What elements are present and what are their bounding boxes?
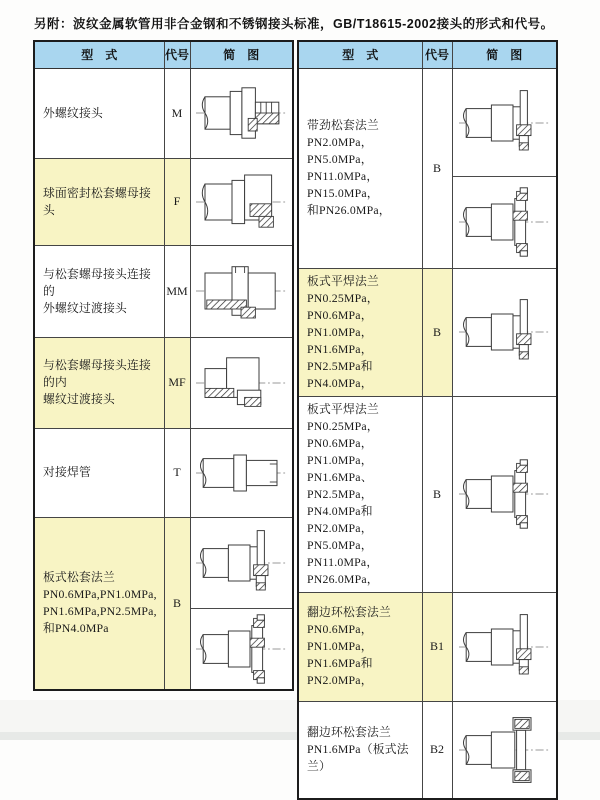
plate-flange-up-diagram <box>455 87 553 159</box>
plate-flange-hub-diagram <box>455 458 553 530</box>
type-cell <box>34 337 164 428</box>
header-type: 型 式 <box>34 41 164 68</box>
diagram-subcell <box>191 518 293 608</box>
right-table <box>297 40 558 800</box>
code-cell: B <box>422 396 452 592</box>
header-diagram: 简 图 <box>452 41 557 68</box>
code-cell: B2 <box>422 701 452 799</box>
plate-flange-hub-diagram <box>455 186 553 258</box>
diagram-cell <box>190 517 293 690</box>
table-row <box>34 245 293 337</box>
table-row <box>34 517 293 690</box>
type-line: 对接焊管 <box>43 465 91 479</box>
diagram-cell <box>190 428 293 517</box>
type-line: PN1.6MPa和PN2.0MPa， <box>307 656 373 687</box>
type-line: 与松套螺母接头连接的内 <box>43 358 151 389</box>
type-line: PN11.0MPa，PN15.0MPa， <box>307 169 379 200</box>
type-cell <box>34 68 164 158</box>
table-row <box>34 337 293 428</box>
code-cell: MM <box>164 245 190 337</box>
type-line: PN2.5MPa和PN4.0MPa， <box>307 358 373 390</box>
plate-flange-up-diagram <box>455 296 553 368</box>
type-cell <box>34 428 164 517</box>
diagram-wrap <box>453 593 557 700</box>
type-line: 外螺纹过渡接头 <box>43 300 127 315</box>
diagram-wrap <box>191 338 293 427</box>
code-cell: MF <box>164 337 190 428</box>
code-cell: T <box>164 428 190 517</box>
type-line: PN2.0MPa，PN5.0MPa， <box>307 520 373 552</box>
type-line: 板式松套法兰 <box>43 570 115 585</box>
collar-flange-diagram <box>455 714 553 786</box>
type-line: PN0.6MPa，PN1.0MPa， <box>307 622 373 653</box>
type-cell <box>298 396 422 592</box>
diagram-wrap <box>191 246 293 336</box>
diagram-subcell <box>453 176 557 267</box>
type-cell <box>34 245 164 337</box>
type-line: PN0.25MPa，PN0.6MPa， <box>307 418 379 450</box>
diagram-wrap <box>191 429 293 516</box>
code-cell: F <box>164 158 190 245</box>
type-line: PN0.25MPa，PN0.6MPa， <box>307 290 379 322</box>
type-line: 翻边环松套法兰 <box>307 605 391 619</box>
type-line: 外螺纹接头 <box>43 105 103 120</box>
table-row <box>298 268 557 396</box>
diagram-wrap <box>191 159 293 244</box>
type-cell <box>34 517 164 690</box>
type-line: 和PN26.0MPa， <box>307 203 391 217</box>
diagram-cell <box>190 158 293 245</box>
table-row <box>298 68 557 268</box>
table-row <box>298 592 557 701</box>
male-female-adapter-diagram <box>192 347 290 419</box>
type-line: 球面密封松套螺母接头 <box>43 185 151 217</box>
header-diagram: 简 图 <box>190 41 293 68</box>
table-row <box>34 158 293 245</box>
type-line: PN1.6MPa,PN2.5MPa, <box>43 604 157 619</box>
diagram-subcell <box>453 69 557 176</box>
type-line: 板式平焊法兰 <box>307 273 379 288</box>
type-cell <box>298 268 422 396</box>
type-line: PN2.0MPa，PN5.0MPa， <box>307 135 373 166</box>
header-row <box>298 41 557 68</box>
type-line: 板式平焊法兰 <box>307 401 379 416</box>
table-row <box>298 396 557 592</box>
plate-flange-hub-diagram <box>192 613 290 685</box>
type-line: 螺纹过渡接头 <box>43 392 115 406</box>
diagram-cell <box>190 68 293 158</box>
code-cell: M <box>164 68 190 158</box>
diagram-wrap <box>453 281 557 383</box>
type-line: PN1.0MPa，PN1.6MPa， <box>307 324 373 356</box>
diagram-cell <box>190 245 293 337</box>
header-row <box>34 41 293 68</box>
code-cell: B <box>422 68 452 268</box>
left-table <box>33 40 294 691</box>
table-row <box>34 68 293 158</box>
type-cell <box>298 701 422 799</box>
header-code: 代号 <box>422 41 452 68</box>
diagram-cell <box>452 592 557 701</box>
type-line: 翻边环松套法兰 <box>307 725 391 740</box>
type-cell <box>298 592 422 701</box>
type-line: PN1.0MPa，PN1.6MPa、 <box>307 452 373 484</box>
diagram-wrap <box>453 440 557 549</box>
male-thread-fitting-diagram <box>192 77 290 149</box>
plate-flange-up-diagram <box>192 527 290 599</box>
header-code: 代号 <box>164 41 190 68</box>
type-line: PN2.5MPa，PN4.0MPa和 <box>307 486 373 518</box>
diagram-wrap <box>191 69 293 157</box>
page-title: 另附：波纹金属软管用非合金钢和不锈钢接头标准，GB/T18615-2002接头的形式和代号。 <box>34 17 554 31</box>
male-male-adapter-diagram <box>192 255 290 327</box>
type-line: PN0.6MPa,PN1.0MPa, <box>43 587 157 602</box>
diagram-subcell <box>191 608 293 689</box>
diagram-wrap <box>453 702 557 798</box>
table-row <box>34 428 293 517</box>
diagram-cell <box>452 396 557 592</box>
code-cell: B <box>164 517 190 690</box>
type-cell <box>34 158 164 245</box>
diagram-cell <box>190 337 293 428</box>
type-line: 和PN4.0MPa <box>43 621 109 636</box>
diagram-cell <box>452 268 557 396</box>
type-line: 与松套螺母接头连接的 <box>43 266 151 298</box>
diagram-cell <box>452 68 557 268</box>
type-line: 带劲松套法兰 <box>307 118 379 132</box>
butt-weld-pipe-diagram <box>192 437 290 509</box>
type-line: PN1.6MPa（板式法兰） <box>307 742 409 774</box>
diagram-cell <box>452 701 557 799</box>
type-line: PN11.0MPa，PN26.0MPa， <box>307 554 379 586</box>
code-cell: B <box>422 268 452 396</box>
type-cell <box>298 68 422 268</box>
plate-flange-up-diagram <box>455 611 553 683</box>
loose-nut-fitting-diagram <box>192 166 290 238</box>
header-type: 型 式 <box>298 41 422 68</box>
table-row <box>298 701 557 799</box>
code-cell: B1 <box>422 592 452 701</box>
fitting-code-tables <box>33 40 560 800</box>
